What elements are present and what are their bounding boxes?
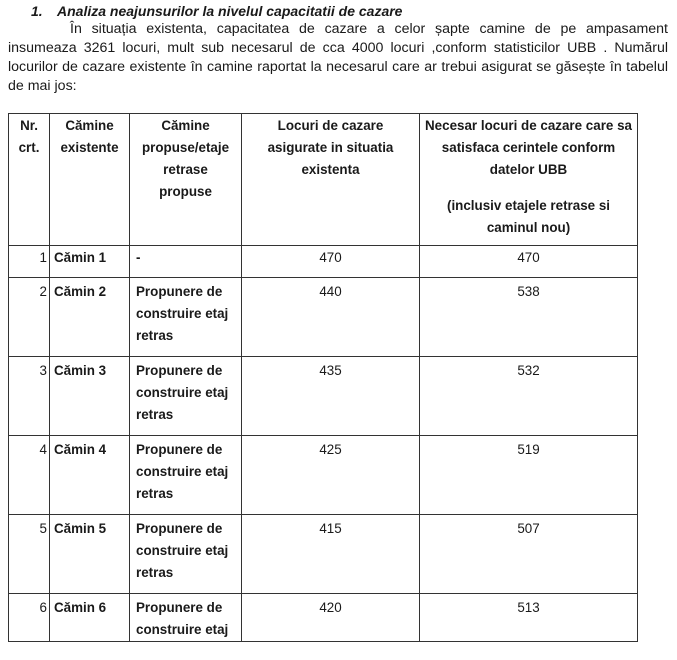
cell-propunere: Propunere de construire etaj retras xyxy=(130,436,242,515)
header-propuse: Cămine propuse/etaje retrase propuse xyxy=(130,114,242,246)
cell-necesar: 532 xyxy=(420,357,638,436)
cell-nr: 3 xyxy=(9,357,50,436)
intro-paragraph xyxy=(8,20,668,96)
header-necesar-text: Necesar locuri de cazare care sa satisfaca cerintele conform datelor UBB xyxy=(425,118,632,177)
cell-nr: 6 xyxy=(9,594,50,642)
cell-necesar: 507 xyxy=(420,515,638,594)
table-header-row xyxy=(9,114,638,246)
cell-locuri: 425 xyxy=(242,436,420,515)
header-necesar-note: (inclusiv etajele retrase si caminul nou) xyxy=(446,198,610,235)
cell-propunere: Propunere de construire etaj retras xyxy=(130,515,242,594)
table-row xyxy=(9,436,638,515)
cell-nr: 1 xyxy=(9,246,50,278)
table-row xyxy=(9,594,638,642)
cell-camin: Cămin 2 xyxy=(50,278,130,357)
header-locuri: Locuri de cazare asigurate in situatia existenta xyxy=(242,114,420,246)
cell-locuri: 440 xyxy=(242,278,420,357)
cell-locuri: 420 xyxy=(242,594,420,642)
capacity-table xyxy=(8,113,638,642)
header-necesar xyxy=(420,114,638,246)
cell-camin: Cămin 1 xyxy=(50,246,130,278)
cell-locuri: 435 xyxy=(242,357,420,436)
cell-camin: Cămin 4 xyxy=(50,436,130,515)
table-row xyxy=(9,515,638,594)
table-row xyxy=(9,357,638,436)
header-camine: Cămine existente xyxy=(50,114,130,246)
cell-camin: Cămin 6 xyxy=(50,594,130,642)
table-row xyxy=(9,278,638,357)
cell-necesar: 538 xyxy=(420,278,638,357)
cell-propunere: Propunere de construire etaj retras xyxy=(130,278,242,357)
table-row xyxy=(9,246,638,278)
cell-nr: 4 xyxy=(9,436,50,515)
cell-propunere: - xyxy=(130,246,242,278)
cell-camin: Cămin 3 xyxy=(50,357,130,436)
section-title: Analiza neajunsurilor la nivelul capacitatii de cazare xyxy=(57,3,403,19)
header-nr: Nr. crt. xyxy=(9,114,50,246)
cell-nr: 5 xyxy=(9,515,50,594)
cell-necesar: 513 xyxy=(420,594,638,642)
cell-necesar: 519 xyxy=(420,436,638,515)
cell-necesar: 470 xyxy=(420,246,638,278)
cell-propunere: Propunere de construire etaj xyxy=(130,594,242,642)
cell-nr: 2 xyxy=(9,278,50,357)
cell-locuri: 470 xyxy=(242,246,420,278)
cell-camin: Cămin 5 xyxy=(50,515,130,594)
section-heading xyxy=(31,3,402,19)
intro-paragraph-text: În situația existenta, capacitatea de cazare a celor șapte camine de pe ampasament insumeaza 3261 locuri, mult sub necesarul de cca 4000 locuri ,conform statisticilor UBB . Numărul locurilor de cazare existente în camine raportat la necesarul care ar trebui asigurat se găsește în tabelul de mai jos: xyxy=(8,21,668,94)
cell-locuri: 415 xyxy=(242,515,420,594)
section-number: 1. xyxy=(31,3,43,19)
cell-propunere: Propunere de construire etaj retras xyxy=(130,357,242,436)
